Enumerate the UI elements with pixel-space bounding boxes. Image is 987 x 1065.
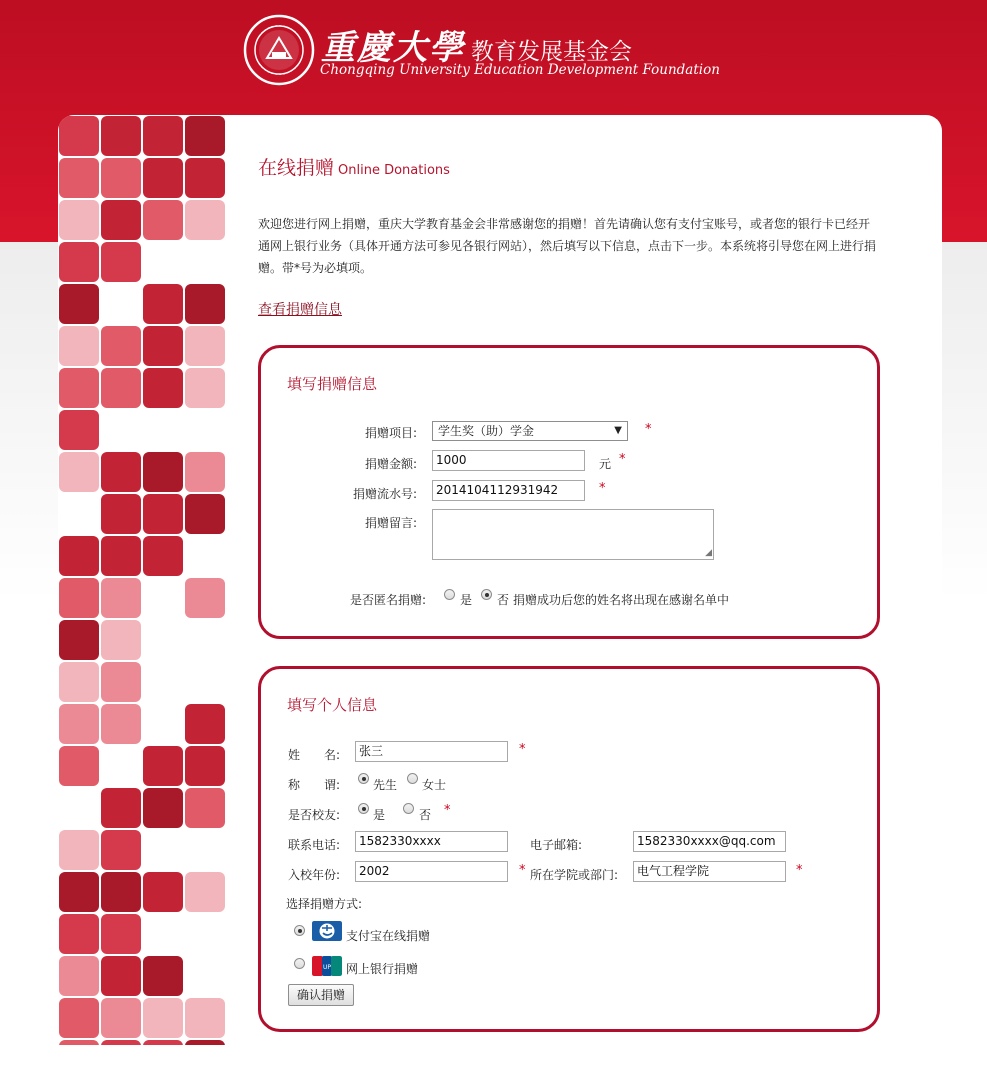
mosaic-tile <box>185 116 225 156</box>
chevron-down-icon: ▼ <box>614 425 622 436</box>
mosaic-tile <box>101 536 141 576</box>
mosaic-tile <box>185 704 225 744</box>
mosaic-tile <box>143 326 183 366</box>
serial-label: 捐赠流水号: <box>353 487 418 501</box>
mosaic-tile <box>185 326 225 366</box>
college-label: 所在学院或部门: <box>530 868 619 882</box>
mosaic-tile <box>185 746 225 786</box>
mosaic-tile <box>143 872 183 912</box>
mosaic-tile <box>101 998 141 1038</box>
alumni-no-radio[interactable] <box>403 803 414 814</box>
anonymous-no-radio[interactable] <box>481 589 492 600</box>
online-banking-label: 网上银行捐赠 <box>346 962 419 976</box>
page-title <box>258 153 450 180</box>
mosaic-tile <box>59 200 99 240</box>
mosaic-tile <box>101 620 141 660</box>
name-label: 姓 名: <box>288 748 341 762</box>
required-mark: * <box>796 863 803 878</box>
mosaic-tile <box>59 158 99 198</box>
mosaic-tile <box>59 242 99 282</box>
mosaic-tile <box>143 998 183 1038</box>
salutation-label: 称 谓: <box>288 778 341 792</box>
mosaic-tile <box>101 914 141 954</box>
mosaic-tile <box>101 788 141 828</box>
mosaic-tile <box>185 452 225 492</box>
mosaic-tile <box>101 452 141 492</box>
required-mark: * <box>519 863 526 878</box>
mosaic-tile <box>143 116 183 156</box>
mosaic-tile <box>101 116 141 156</box>
amount-input[interactable]: 1000 <box>432 450 585 471</box>
online-banking-radio[interactable] <box>294 958 305 969</box>
mosaic-tile <box>59 662 99 702</box>
personal-section-title: 填写个人信息 <box>287 696 378 714</box>
mosaic-tile <box>101 200 141 240</box>
mosaic-tile <box>59 410 99 450</box>
university-seal-icon <box>243 14 315 86</box>
amount-unit: 元 <box>599 457 612 471</box>
mosaic-tile <box>101 662 141 702</box>
mosaic-tile <box>143 284 183 324</box>
mosaic-tile <box>59 536 99 576</box>
salutation-ms-label: 女士 <box>422 778 447 792</box>
donation-info-section <box>258 345 880 639</box>
mosaic-tile <box>59 704 99 744</box>
anonymous-label: 是否匿名捐赠: <box>350 593 427 607</box>
mosaic-tile <box>185 494 225 534</box>
anonymous-no-label: 否 <box>497 593 510 607</box>
serial-number-input[interactable]: 2014104112931942 <box>432 480 585 501</box>
mosaic-tile <box>101 242 141 282</box>
anonymous-yes-label: 是 <box>460 593 473 607</box>
year-label: 入校年份: <box>288 868 341 882</box>
confirm-donation-button[interactable]: 确认捐赠 <box>288 984 354 1006</box>
alipay-label: 支付宝在线捐赠 <box>346 929 431 943</box>
logo-calligraphy: 重慶大學 <box>321 28 465 68</box>
mosaic-tile <box>143 494 183 534</box>
name-input[interactable]: 张三 <box>355 741 508 762</box>
page-title-en: Online Donations <box>338 163 450 178</box>
mosaic-tile <box>185 368 225 408</box>
alumni-label: 是否校友: <box>288 808 341 822</box>
alipay-radio[interactable] <box>294 925 305 936</box>
mosaic-tile <box>101 578 141 618</box>
mosaic-tile <box>59 914 99 954</box>
mosaic-tile <box>143 788 183 828</box>
mosaic-tile <box>101 956 141 996</box>
amount-label: 捐赠金额: <box>365 457 418 471</box>
mosaic-tile <box>101 368 141 408</box>
mosaic-tile <box>143 452 183 492</box>
mosaic-tile <box>59 452 99 492</box>
mosaic-tile <box>143 956 183 996</box>
intro-text: 欢迎您进行网上捐赠，重庆大学教育基金会非常感谢您的捐赠！首先请确认您有支付宝账号，或者您的银行卡已经开通网上银行业务（具体开通方法可参见各银行网站），然后填写以下信息，点击下一步。本系统将引导您在网上进行捐赠。带*号为必填项。 <box>258 217 877 275</box>
message-label: 捐赠留言: <box>365 516 418 530</box>
project-select[interactable] <box>432 421 628 441</box>
alumni-yes-radio[interactable] <box>358 803 369 814</box>
logo-foundation-name: 教育发展基金会 <box>471 39 632 65</box>
required-mark: * <box>599 481 606 496</box>
page-title-cn: 在线捐赠 <box>258 157 335 179</box>
required-mark: * <box>645 422 652 437</box>
project-select-value: 学生奖（助）学金 <box>438 424 535 438</box>
mosaic-tile <box>59 284 99 324</box>
mosaic-tile <box>101 830 141 870</box>
college-input[interactable]: 电气工程学院 <box>633 861 786 882</box>
required-mark: * <box>444 803 451 818</box>
mosaic-tile <box>185 200 225 240</box>
mosaic-tile <box>59 956 99 996</box>
mosaic-tile <box>59 116 99 156</box>
mosaic-tile <box>101 704 141 744</box>
anonymous-note: 捐赠成功后您的姓名将出现在感谢名单中 <box>513 593 730 607</box>
mosaic-tile <box>59 746 99 786</box>
mosaic-tile <box>185 158 225 198</box>
resize-handle-icon[interactable]: ◢ <box>705 548 712 558</box>
mosaic-tile <box>59 326 99 366</box>
message-textarea[interactable] <box>432 509 714 560</box>
mosaic-tile <box>143 536 183 576</box>
mosaic-tile <box>59 368 99 408</box>
mosaic-tile <box>101 158 141 198</box>
phone-label: 联系电话: <box>288 838 341 852</box>
mosaic-tile <box>101 872 141 912</box>
alumni-no-label: 否 <box>419 808 432 822</box>
logo-english-name: Chongqing University Education Development Foundation <box>320 62 720 78</box>
payment-method-label: 选择捐赠方式: <box>286 897 363 911</box>
salutation-mr-radio[interactable] <box>358 773 369 784</box>
required-mark: * <box>619 452 626 467</box>
mosaic-tile <box>185 284 225 324</box>
mosaic-tile <box>143 746 183 786</box>
decorative-mosaic <box>58 115 226 1045</box>
unionpay-icon <box>312 956 342 976</box>
enrollment-year-input[interactable]: 2002 <box>355 861 508 882</box>
mosaic-tile <box>59 830 99 870</box>
project-label: 捐赠项目: <box>365 426 418 440</box>
mosaic-tile <box>185 788 225 828</box>
svg-text:UP: UP <box>322 964 332 971</box>
mosaic-tile <box>101 326 141 366</box>
mosaic-tile <box>59 578 99 618</box>
salutation-mr-label: 先生 <box>373 778 398 792</box>
email-input[interactable]: 1582330xxxx@qq.com <box>633 831 786 852</box>
view-donation-info-link[interactable]: 查看捐赠信息 <box>258 302 342 318</box>
mosaic-tile <box>101 494 141 534</box>
donation-section-title: 填写捐赠信息 <box>287 375 378 393</box>
mosaic-tile <box>59 998 99 1038</box>
mosaic-tile <box>143 368 183 408</box>
email-label: 电子邮箱: <box>530 838 583 852</box>
mosaic-tile <box>185 998 225 1038</box>
mosaic-tile <box>59 872 99 912</box>
mosaic-tile <box>185 872 225 912</box>
phone-input[interactable]: 1582330xxxx <box>355 831 508 852</box>
personal-info-section <box>258 666 880 1032</box>
alipay-icon <box>312 921 342 941</box>
salutation-ms-radio[interactable] <box>407 773 418 784</box>
main-panel <box>58 115 942 1065</box>
anonymous-yes-radio[interactable] <box>444 589 455 600</box>
mosaic-tile <box>185 578 225 618</box>
mosaic-tile <box>143 200 183 240</box>
alumni-yes-label: 是 <box>373 808 386 822</box>
required-mark: * <box>519 742 526 757</box>
mosaic-tile <box>59 620 99 660</box>
mosaic-tile <box>143 158 183 198</box>
